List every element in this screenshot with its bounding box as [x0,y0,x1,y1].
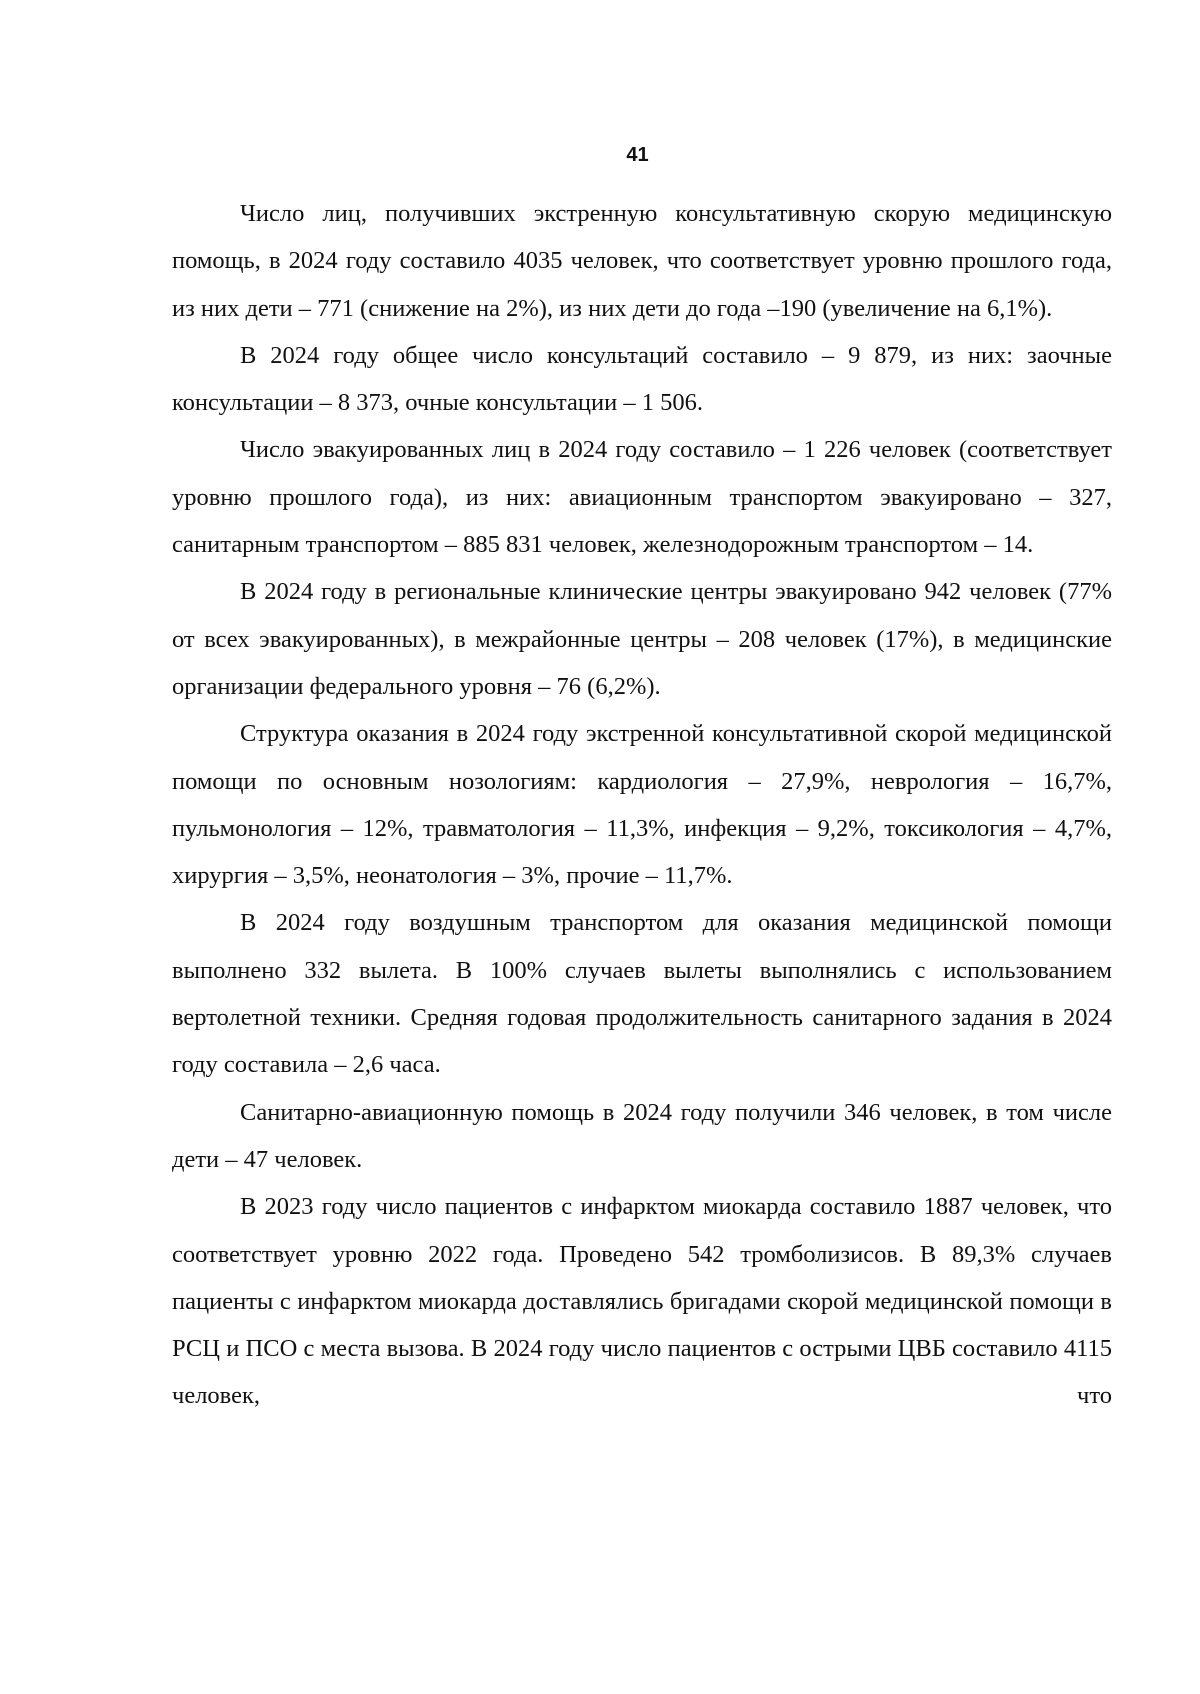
paragraph-evacuation-destinations: В 2024 году в региональные клинические центры эвакуировано 942 человек (77% от всех эвакуированных), в межрайонные центры – 208 человек (17%), в медицинские организации федерального уровня – 76 (6,2%). [172,578,1112,700]
paragraph-air-transport-flights: В 2024 году воздушным транспортом для оказания медицинской помощи выполнено 332 вылета. В 100% случаев вылеты выполнялись с использованием вертолетной техники. Средняя годовая продолжительность санитарного задания в 2024 году составила – 2,6 часа. [172,909,1112,1079]
paragraph-sanitary-aviation-help: Санитарно-авиационную помощь в 2024 году получили 346 человек, в том числе дети – 47 человек. [172,1098,1112,1173]
paragraph-myocardial-infarction: В 2023 году число пациентов с инфарктом миокарда составило 1887 человек, что соответствует уровню 2022 года. Проведено 542 тромболизисов. В 89,3% случаев пациенты с инфарктом миокарда доставлялись бригадами скорой медицинской помощи в РСЦ и ПСО с места вызова. В 2024 году число пациентов с острыми ЦВБ составило 4115 человек, что [172,1193,1112,1410]
paragraph-emergency-consultative-care: Число лиц, получивших экстренную консультативную скорую медицинскую помощь, в 2024 году составило 4035 человек, что соответствует уровню прошлого года, из них дети – 771 (снижение на 2%), из них дети до года –190 (увеличение на 6,1%). [172,200,1112,322]
paragraph-nosology-structure: Структура оказания в 2024 году экстренной консультативной скорой медицинской помощи по основным нозологиям: кардиология – 27,9%, неврология – 16,7%, пульмонология – 12%, травматология – 11,3%, инфекция – 9,2%, токсикология – 4,7%, хирургия – 3,5%, неонатология – 3%, прочие – 11,7%. [172,720,1112,890]
page-number: 41 [626,144,649,166]
document-body [172,190,1112,1420]
paragraph-consultations-total: В 2024 году общее число консультаций составило – 9 879, из них: заочные консультации – 8 373, очные консультации – 1 506. [172,341,1112,417]
paragraph-evacuated-persons: Число эвакуированных лиц в 2024 году составило – 1 226 человек (соответствует уровню прошлого года), из них: авиационным транспортом эвакуировано – 327, санитарным транспортом – 885 831 человек, железнодорожным транспортом – 14. [172,436,1112,559]
